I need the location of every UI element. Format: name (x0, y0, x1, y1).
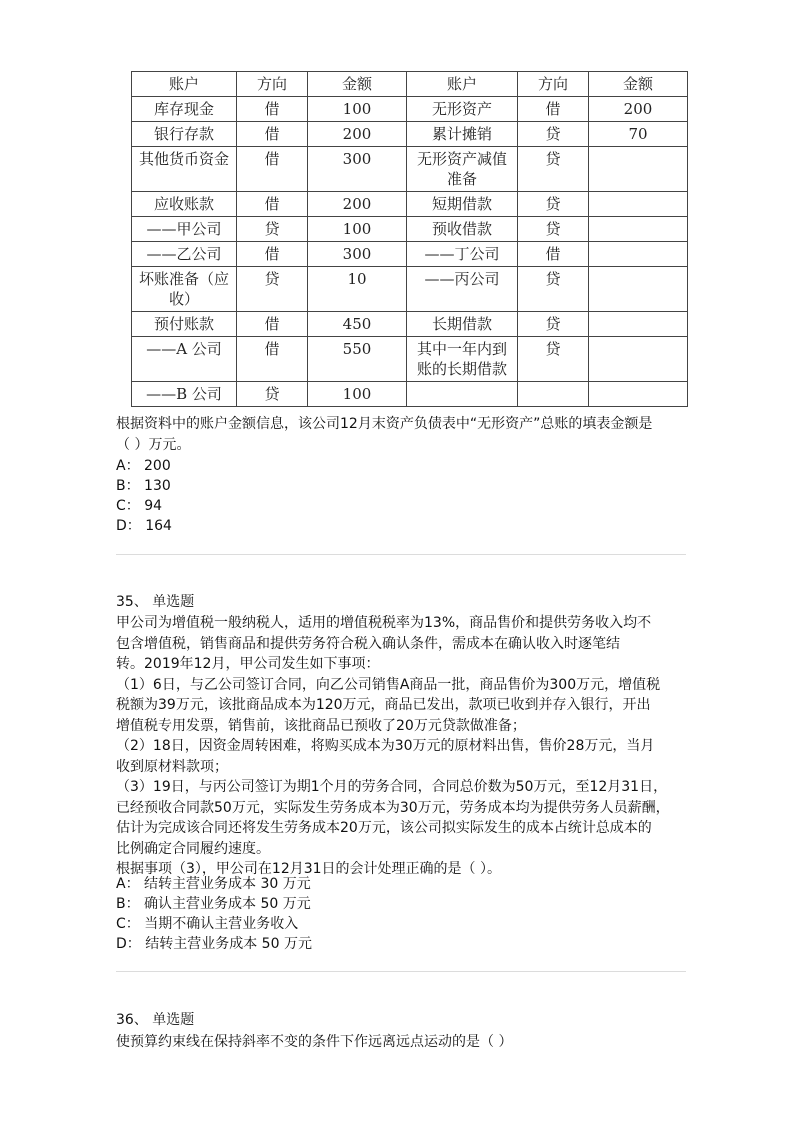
q35-option-a[interactable]: A： 结转主营业务成本 30 万元 (116, 876, 311, 892)
table-cell (589, 382, 688, 407)
table-cell: 预收借款 (407, 217, 518, 242)
table-cell: 100 (308, 97, 407, 122)
q35-line: 估计为完成该合同还将发生劳务成本20万元，该公司拟实际发生的成本占统计总成本的 (116, 820, 652, 836)
table-cell (589, 337, 688, 382)
table-cell: 借 (237, 312, 308, 337)
table-cell: ——丙公司 (407, 267, 518, 312)
q34-option-c[interactable]: C： 94 (116, 498, 163, 514)
table-cell: 借 (237, 242, 308, 267)
question-divider (116, 971, 686, 972)
q35-line: （1）6日，与乙公司签订合同，向乙公司销售A商品一批，商品售价为300万元，增值税 (116, 676, 661, 693)
q36-header: 36、 单选题 (116, 1012, 195, 1028)
table-row (132, 122, 688, 147)
table-cell: 10 (308, 267, 407, 312)
table-cell (589, 242, 688, 267)
table-cell: 450 (308, 312, 407, 337)
q35-line: 甲公司为增值税一般纳税人，适用的增值税税率为13%，商品售价和提供劳务收入均不 (116, 615, 652, 631)
table-row (132, 267, 688, 312)
table-cell: 银行存款 (132, 122, 237, 147)
table-cell: 借 (518, 242, 589, 267)
q35-stem (116, 613, 692, 880)
table-row (132, 382, 688, 407)
table-row (132, 242, 688, 267)
table-cell: 无形资产减值准备 (407, 147, 518, 192)
q34-option-d[interactable]: D： 164 (116, 518, 172, 534)
header-account-left: 账户 (132, 72, 237, 97)
table-cell: 贷 (518, 337, 589, 382)
header-amount-left: 金额 (308, 72, 407, 97)
q34-stem-line: 根据资料中的账户金额信息，该公司12月末资产负债表中“无形资产”总账的填表金额是 (116, 416, 653, 432)
table-cell: ——丁公司 (407, 242, 518, 267)
table-cell (589, 312, 688, 337)
q35-line: 已经预收合同款50万元，实际发生劳务成本为30万元，劳务成本均为提供劳务人员薪酬， (116, 799, 670, 816)
header-account-right: 账户 (407, 72, 518, 97)
q35-line: 增值税专用发票，销售前，该批商品已预收了20万元贷款做准备； (116, 717, 526, 734)
q35-line: 税额为39万元，该批商品成本为120万元，商品已发出，款项已收到并存入银行，开出 (116, 697, 651, 713)
table-cell: ——甲公司 (132, 217, 237, 242)
table-row (132, 147, 688, 192)
q35-header: 35、 单选题 (116, 594, 195, 610)
table-cell: 贷 (518, 267, 589, 312)
table-cell: 借 (237, 97, 308, 122)
q34-stem (116, 414, 692, 455)
q35-line: 收到原材料款项； (116, 758, 228, 775)
q35-line: （3）19日，与丙公司签订为期1个月的劳务合同，合同总价数为50万元，至12月31日， (116, 779, 668, 795)
table-cell (589, 147, 688, 192)
table-cell (589, 192, 688, 217)
table-cell: 无形资产 (407, 97, 518, 122)
table-header-row (132, 72, 688, 97)
table-row (132, 337, 688, 382)
table-cell: ——B 公司 (132, 382, 237, 407)
table-cell: 70 (589, 122, 688, 147)
table-cell: 贷 (518, 192, 589, 217)
table-cell: 200 (308, 122, 407, 147)
table-cell: 借 (237, 192, 308, 217)
table-cell: 借 (237, 147, 308, 192)
q35-option-d[interactable]: D： 结转主营业务成本 50 万元 (116, 936, 312, 952)
table-cell: 长期借款 (407, 312, 518, 337)
table-cell: 贷 (237, 217, 308, 242)
table-row (132, 97, 688, 122)
table-cell: 借 (237, 122, 308, 147)
table-row (132, 192, 688, 217)
table-cell: 贷 (518, 147, 589, 192)
q34-option-b[interactable]: B： 130 (116, 478, 171, 494)
table-cell (518, 382, 589, 407)
table-cell: 贷 (237, 382, 308, 407)
table-row (132, 217, 688, 242)
table-cell: 100 (308, 217, 407, 242)
table-cell (407, 382, 518, 407)
table-cell (589, 267, 688, 312)
table-cell: 借 (237, 337, 308, 382)
table-cell: 200 (308, 192, 407, 217)
table-cell: 100 (308, 382, 407, 407)
table-cell: 300 (308, 147, 407, 192)
question-divider (116, 554, 686, 555)
q35-option-c[interactable]: C： 当期不确认主营业务收入 (116, 916, 299, 932)
header-direction-left: 方向 (237, 72, 308, 97)
q34-stem-line: （ ）万元。 (116, 436, 191, 453)
table-cell: 300 (308, 242, 407, 267)
table-row (132, 312, 688, 337)
q35-option-b[interactable]: B： 确认主营业务成本 50 万元 (116, 896, 311, 912)
q35-line: 包含增值税，销售商品和提供劳务符合税入确认条件，需成本在确认收入时逐笔结 (116, 635, 620, 652)
table-cell (589, 217, 688, 242)
q36-stem: 使预算约束线在保持斜率不变的条件下作远离远点运动的是（ ） (116, 1034, 513, 1050)
header-amount-right: 金额 (589, 72, 688, 97)
q35-line: 转。2019年12月，甲公司发生如下事项： (116, 656, 380, 672)
table-cell: 贷 (518, 217, 589, 242)
table-cell: 短期借款 (407, 192, 518, 217)
table-cell: ——A 公司 (132, 337, 237, 382)
table-cell: 贷 (518, 312, 589, 337)
table-cell: 预付账款 (132, 312, 237, 337)
table-cell: 借 (518, 97, 589, 122)
table-cell: 贷 (237, 267, 308, 312)
table-cell: 200 (589, 97, 688, 122)
table-cell: 坏账准备（应收） (132, 267, 237, 312)
table-cell: 累计摊销 (407, 122, 518, 147)
table-cell: 550 (308, 337, 407, 382)
table-cell: 贷 (518, 122, 589, 147)
q35-line: （2）18日，因资金周转困难，将购买成本为30万元的原材料出售，售价28万元，当月 (116, 738, 655, 754)
q35-line: 根据事项（3），甲公司在12月31日的会计处理正确的是（ ）。 (116, 861, 501, 877)
table-cell: 库存现金 (132, 97, 237, 122)
header-direction-right: 方向 (518, 72, 589, 97)
account-balance-table (131, 71, 688, 407)
table-cell: 其中一年内到账的长期借款 (407, 337, 518, 382)
q34-option-a[interactable]: A： 200 (116, 458, 171, 474)
table-cell: ——乙公司 (132, 242, 237, 267)
table-cell: 其他货币资金 (132, 147, 237, 192)
table-cell: 应收账款 (132, 192, 237, 217)
q35-line: 比例确定合同履约速度。 (116, 840, 270, 857)
